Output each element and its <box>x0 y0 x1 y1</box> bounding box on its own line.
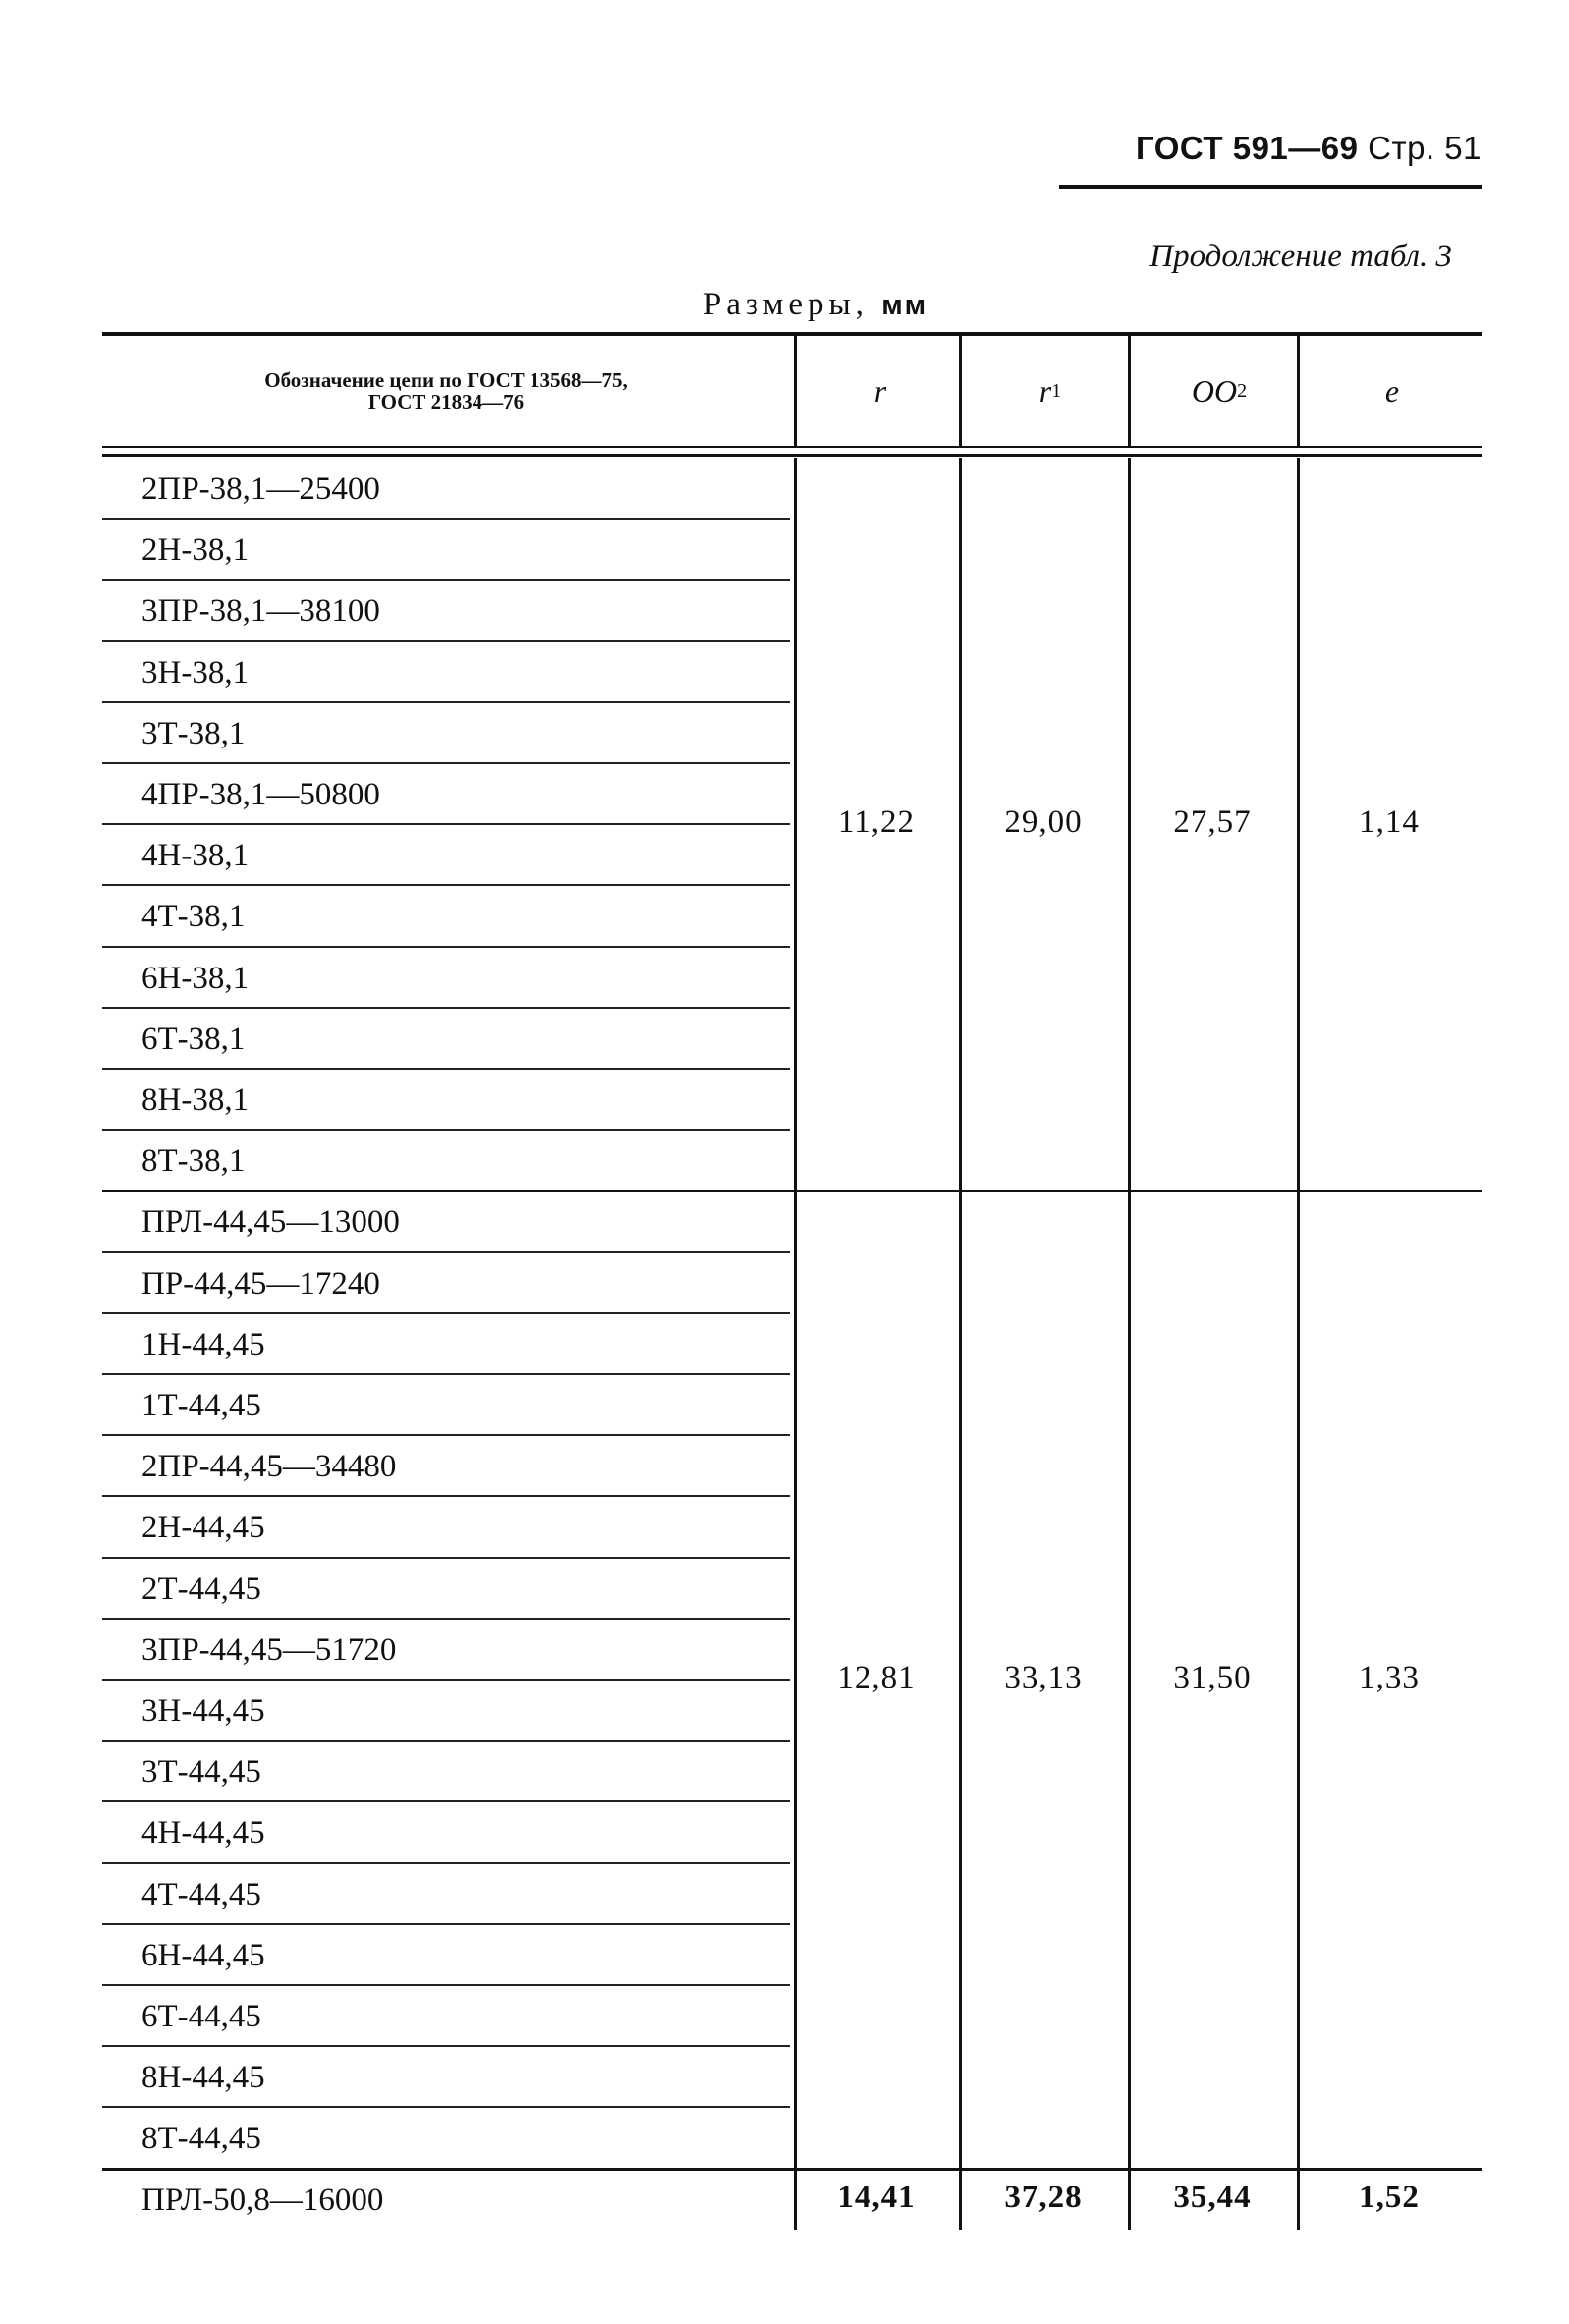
column-header-designation: Обозначение цепи по ГОСТ 13568—75, ГОСТ 21834—76 <box>264 368 628 414</box>
column-header-oo2: OO 2 <box>1191 372 1248 409</box>
row-designation: 2ПР-44,45—34480 <box>141 1449 397 1485</box>
header-column-separator <box>959 332 962 446</box>
document-number: ГОСТ 591—69 <box>1135 130 1359 166</box>
row-designation: ПР-44,45—17240 <box>141 1265 380 1301</box>
row-rule <box>102 2106 790 2108</box>
row-rule <box>102 1862 790 1864</box>
dimensions-table <box>102 332 1482 2277</box>
row-designation: 6Т-44,45 <box>141 1999 261 2034</box>
row-rule <box>102 1984 790 1986</box>
group-value-oo2: 35,44 <box>1173 2179 1252 2215</box>
header-column-separator <box>794 332 797 446</box>
row-designation: 3Т-44,45 <box>141 1754 261 1791</box>
row-rule <box>102 1129 790 1131</box>
row-designation: 2Н-38,1 <box>141 532 250 569</box>
row-rule <box>102 640 790 642</box>
row-rule <box>102 579 790 581</box>
running-head <box>1057 130 1482 167</box>
table-top-rule <box>102 332 1482 336</box>
row-designation: 4Н-38,1 <box>141 838 250 874</box>
row-designation: 4ПР-38,1—50800 <box>141 777 380 812</box>
header-rule <box>1059 185 1482 189</box>
row-rule <box>102 1068 790 1070</box>
row-designation: 3Н-38,1 <box>141 654 250 691</box>
group-value-r1: 29,00 <box>1004 804 1083 841</box>
row-designation: 6Т-38,1 <box>141 1021 246 1057</box>
row-designation: 4Т-44,45 <box>141 1876 261 1912</box>
header-column-separator <box>1297 332 1300 446</box>
row-designation: 3ПР-38,1—38100 <box>141 593 380 630</box>
row-rule <box>102 1434 790 1436</box>
row-designation: 3Н-44,45 <box>141 1693 265 1729</box>
row-designation: 2Н-44,45 <box>141 1510 265 1546</box>
group-value-e: 1,52 <box>1359 2179 1420 2215</box>
dimensions-unit: мм <box>881 290 928 321</box>
row-designation: 3Т-38,1 <box>141 715 246 751</box>
row-designation: 6Н-44,45 <box>141 1937 265 1973</box>
row-rule <box>102 1007 790 1009</box>
row-designation: 8Н-38,1 <box>141 1082 250 1118</box>
group-separator-rule <box>102 1190 1482 1192</box>
dimensions-label: Размеры, <box>702 287 869 322</box>
row-rule <box>102 1312 790 1314</box>
row-designation: 8Н-44,45 <box>141 2060 265 2096</box>
row-rule <box>102 1618 790 1620</box>
row-designation: 4Т-38,1 <box>141 899 246 935</box>
row-designation: 3ПР-44,45—51720 <box>141 1632 397 1668</box>
row-rule <box>102 1557 790 1559</box>
dimensions-caption <box>570 287 1061 323</box>
group-value-e: 1,33 <box>1359 1660 1420 1695</box>
row-designation: 2ПР-38,1—25400 <box>141 471 380 507</box>
row-designation: ПРЛ-50,8—16000 <box>141 2182 384 2218</box>
row-rule <box>102 946 790 948</box>
page-number: Стр. 51 <box>1368 130 1482 166</box>
row-rule <box>102 762 790 764</box>
column-header-e: e <box>1384 372 1400 409</box>
row-rule <box>102 1740 790 1742</box>
row-rule <box>102 823 790 825</box>
header-bottom-rule-double <box>102 454 1482 457</box>
row-designation: 8Т-38,1 <box>141 1143 246 1180</box>
row-rule <box>102 1800 790 1802</box>
group-value-r: 11,22 <box>837 804 916 841</box>
row-rule <box>102 884 790 886</box>
row-designation: ПРЛ-44,45—13000 <box>141 1204 400 1241</box>
row-rule <box>102 701 790 703</box>
row-designation: 1Н-44,45 <box>141 1326 265 1362</box>
column-header-r1: r 1 <box>1038 372 1062 409</box>
group-value-e: 1,14 <box>1359 804 1420 841</box>
row-designation: 8Т-44,45 <box>141 2121 261 2157</box>
row-rule <box>102 1495 790 1497</box>
row-designation: 6Н-38,1 <box>141 960 250 996</box>
row-designation: 2Т-44,45 <box>141 1571 261 1607</box>
group-value-oo2: 31,50 <box>1173 1660 1252 1695</box>
row-rule <box>102 518 790 520</box>
row-designation: 1Т-44,45 <box>141 1388 261 1423</box>
row-designation: 4Н-44,45 <box>141 1815 265 1852</box>
group-separator-rule <box>102 2168 1482 2171</box>
row-rule <box>102 1923 790 1925</box>
row-rule <box>102 2045 790 2047</box>
group-value-r1: 33,13 <box>1004 1660 1083 1695</box>
group-value-r: 12,81 <box>837 1660 916 1695</box>
row-rule <box>102 1251 790 1253</box>
group-value-oo2: 27,57 <box>1173 804 1252 841</box>
row-rule <box>102 1679 790 1681</box>
header-bottom-rule <box>102 446 1482 448</box>
group-value-r: 14,41 <box>837 2179 916 2215</box>
column-header-r: r <box>873 372 887 409</box>
group-value-r1: 37,28 <box>1004 2179 1083 2215</box>
table-continuation-caption: Продолжение табл. 3 <box>1149 239 1452 274</box>
header-column-separator <box>1128 332 1131 446</box>
row-rule <box>102 1373 790 1375</box>
